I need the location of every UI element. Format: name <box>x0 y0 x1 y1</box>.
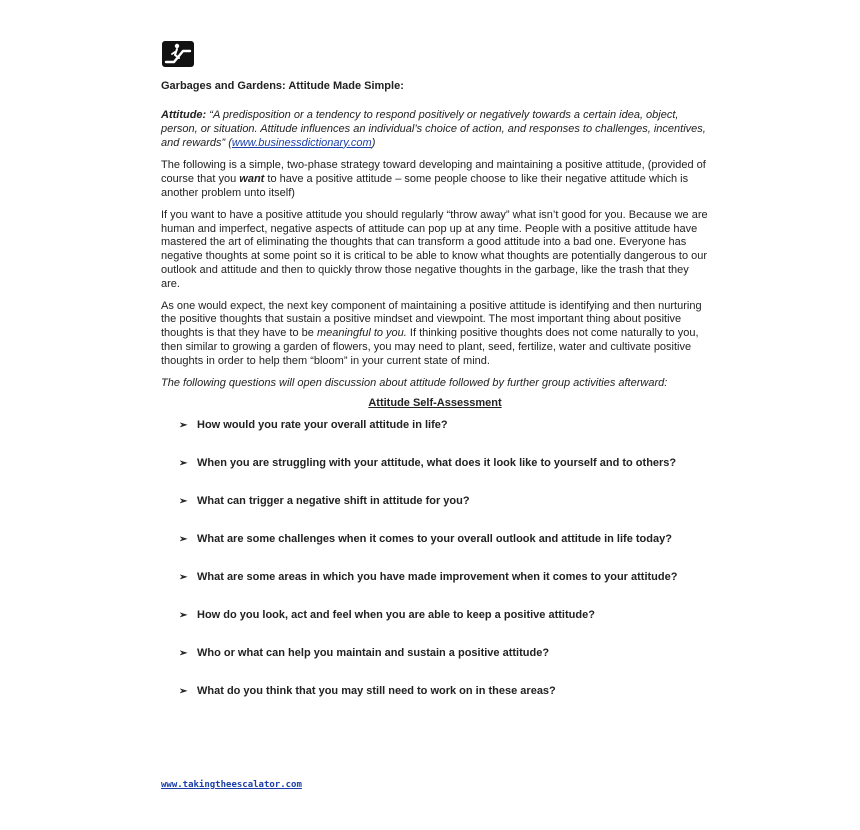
document-body <box>161 80 709 723</box>
question-text: What can trigger a negative shift in attitude for you? <box>197 495 470 508</box>
garden-emphasis: meaningful to you. <box>316 327 407 340</box>
definition-text: “A predisposition or a tendency to respond positively or negatively towards a certain idea, object, person, or situation. Attitude influences an individual’s choice of action, and responses to challenges, incentives, and rewards” ( <box>161 109 706 149</box>
question-list <box>161 419 709 723</box>
garbage-paragraph: If you want to have a positive attitude you should regularly “throw away” what isn’t good for you. Because we are human and imperfect, negative aspects of attitude can pop up at any time. People with a positive attitude have mastered the art of eliminating the thoughts that can transform a good attitude into a bad one. Everyone has negative thoughts at some point so it is critical to be able to know what thoughts are potentially dangerous to our outlook and attitude and then to quickly throw those negative thoughts in the garbage, like the trash that they are. <box>161 208 708 290</box>
arrow-bullet-icon: ➢ <box>179 420 188 432</box>
arrow-bullet-icon: ➢ <box>179 572 188 584</box>
list-item <box>161 495 709 533</box>
escalator-icon <box>162 41 194 67</box>
question-text: What are some areas in which you have made improvement when it comes to your attitude? <box>197 571 678 584</box>
garden-text-before: As one would expect, the next key component of maintaining a positive attitude is identifying and then nurturing the positive thoughts that sustain a positive mindset and viewpoint. The most important thing about positive thoughts is that they have to be <box>161 299 702 340</box>
arrow-bullet-icon: ➢ <box>179 648 188 660</box>
list-item <box>161 457 709 495</box>
definition-close: ) <box>371 136 376 149</box>
list-item <box>161 571 709 609</box>
question-text: When you are struggling with your attitude, what does it look like to yourself and to others? <box>197 457 677 470</box>
escalator-logo <box>162 41 194 67</box>
strategy-text-before: The following is a simple, two-phase strategy toward developing and maintaining a positive attitude, (provided of course that you <box>161 159 706 186</box>
discussion-intro: The following questions will open discussion about attitude followed by further group activities afterward: <box>161 376 668 389</box>
list-item <box>161 609 709 647</box>
question-text: How do you look, act and feel when you are able to keep a positive attitude? <box>197 609 595 622</box>
arrow-bullet-icon: ➢ <box>179 458 188 470</box>
question-text: What do you think that you may still need to work on in these areas? <box>197 685 556 698</box>
attitude-definition <box>161 109 709 150</box>
strategy-emphasis: want <box>239 173 265 186</box>
strategy-text-after: to have a positive attitude – some people choose to like their negative attitude which is another problem unto itself) <box>161 173 689 199</box>
businessdictionary-link[interactable]: www.businessdictionary.com <box>231 136 372 149</box>
assessment-heading: Attitude Self-Assessment <box>368 397 502 410</box>
arrow-bullet-icon: ➢ <box>179 686 188 698</box>
definition-term: Attitude: <box>161 109 207 121</box>
list-item <box>161 647 709 685</box>
question-text: What are some challenges when it comes to your overall outlook and attitude in life today? <box>197 533 672 546</box>
garden-text-after: If thinking positive thoughts does not come naturally to you, then similar to growing a garden of flowers, you may need to plant, seed, fertilize, water and cultivate positive thoughts in order to help them “bloom” in your current state of mind. <box>161 327 699 367</box>
garden-paragraph <box>161 300 709 369</box>
question-text: How would you rate your overall attitude in life? <box>197 419 448 432</box>
question-text: Who or what can help you maintain and sustain a positive attitude? <box>197 647 550 660</box>
arrow-bullet-icon: ➢ <box>179 496 188 508</box>
footer-website-link[interactable]: www.takingtheescalator.com <box>161 780 302 790</box>
list-item <box>161 685 709 723</box>
document-title: Garbages and Gardens: Attitude Made Simple: <box>161 80 404 92</box>
arrow-bullet-icon: ➢ <box>179 534 188 546</box>
strategy-paragraph <box>161 159 709 200</box>
list-item <box>161 533 709 571</box>
arrow-bullet-icon: ➢ <box>179 610 188 622</box>
list-item <box>161 419 709 457</box>
